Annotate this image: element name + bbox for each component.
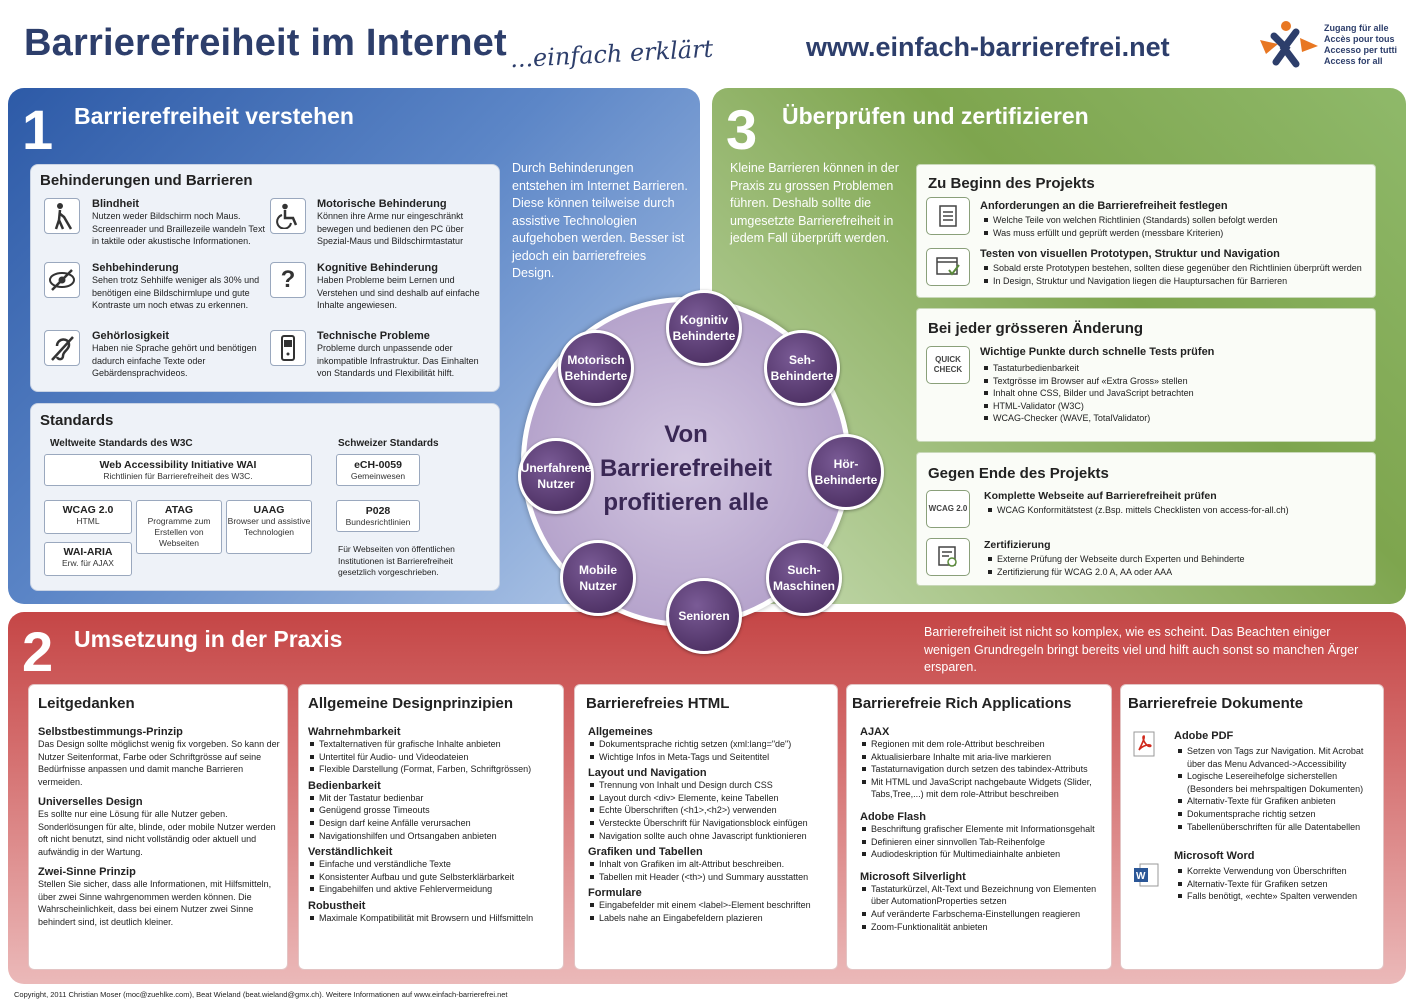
- pdf-list: Setzen von Tags zur Navigation. Mit Acrobat über das Menu Advanced->Accessibility Logische Lesereihefolge sicherstellen (Besonders bei mehrspaltigen Dokumenten) Alternativ-Texte für Grafiken anbieten Dokumentsprache richtig setzen Tabellenüberschriften für alle Datentabellen: [1176, 745, 1380, 833]
- panel-3-title: Überprüfen und zertifizieren: [782, 103, 1089, 129]
- guidelines-title: Leitgedanken: [38, 695, 135, 712]
- rich-apps-title: Barrierefreie Rich Applications: [852, 695, 1072, 712]
- bubble-inexperienced: Unerfahrene Nutzer: [518, 438, 594, 514]
- requirements-list: Welche Teile von welchen Richtlinien (Standards) sollen befolgt werden Was muss erfüllt und geprüft werden (messbare Kriterien): [982, 214, 1372, 239]
- item-motor-disability: Motorische Behinderung Können ihre Arme nur eingeschränkt bewegen und bedienen den PC über Spezial-Maus und Bildschirmtastatur: [317, 198, 464, 246]
- w3c-title: Weltweite Standards des W3C: [50, 438, 193, 449]
- quick-tests-list: Tastaturbedienbarkeit Textgrösse im Browser auf «Extra Gross» stellen Inhalt ohne CSS, Bilder und JavaScript betrachten HTML-Validator (W3C) WCAG-Checker (WAVE, TotalValidator): [982, 362, 1372, 425]
- panel-3-number: 3: [726, 98, 758, 161]
- word-title: Microsoft Word: [1174, 850, 1255, 862]
- rich-apps-content: AJAX Regionen mit dem role-Attribut beschreiben Aktualisierbare Inhalte mit aria-live markieren Tastaturnavigation durch setzen des tabindex-Attributs Mit HTML und JavaScript nachgebaute Widgets (Slider, Tabs,Tree,...) mit dem role-Attribut beschreiben Adobe Flash Beschriftung grafischer Elemente mit Informationsgehalt Definieren einer sinnvollen Tab-Reihenfolge Audiodeskription für Multimediainhalte anbieten Microsoft Silverlight Tastaturkürzel, Alt-Text und Bezeichnung von Elementen über AutomationProperties setzen Auf veränderte Farbschema-Einstellungen reagieren Zoom-Funktionalität anbieten: [860, 726, 1108, 933]
- quick-tests-title: Wichtige Punkte durch schnelle Tests prüfen: [980, 346, 1215, 358]
- access-for-all-logo-icon: [1256, 18, 1322, 68]
- site-url-link[interactable]: www.einfach-barrierefrei.net: [806, 32, 1170, 62]
- blind-person-icon: [44, 198, 80, 234]
- prototype-title: Testen von visuellen Prototypen, Struktur und Navigation: [980, 248, 1280, 260]
- p028-box: P028 Bundesrichtlinien: [336, 500, 420, 532]
- question-icon: ?: [270, 262, 306, 298]
- certification-list: Externe Prüfung der Webseite durch Experten und Behinderte Zertifizierung für WCAG 2.0 A, AA oder AAA: [986, 553, 1372, 578]
- atag-box: ATAG Programme zum Erstellen von Webseiten: [136, 500, 222, 554]
- swiss-note: Für Webseiten von öffentlichen Institutionen ist Barrierefreiheit gesetzlich vorgeschrieben.: [338, 544, 455, 577]
- panel-1-intro: Durch Behinderungen entstehen im Internet Barrieren. Diese können teilweise durch assistive Technologien aufgehoben werden. Besser ist jedoch ein barrierefreies Design.: [512, 161, 688, 280]
- pdf-title: Adobe PDF: [1174, 730, 1234, 742]
- logo-text: Zugang für alle Accès pour tous Accesso per tutti Access for all: [1324, 23, 1398, 66]
- guidelines-content: Selbstbestimmungs-Prinzip Das Design sollte möglichst wenig fix vorgeben. So kann der Nutzer Seitenformat, Farbe oder Schriftgrösse auf seine Bedürfnisse anpassen und damit manche Barrieren vermeiden. Universelles Design Es sollte nur eine Lösung für alle Nutzer geben. Sonderlösungen für alte, blinde, oder mobile Nutzer werden oft nicht benutzt, sind nicht vollständig oder aktuell und aufwändig in der Wartung. Zwei-Sinne Prinzip Stellen Sie sicher, dass alle Informationen, mit Hilfsmitteln, über zwei Sinne wahrgenommen werden können. Die Wahrscheinlichkeit, dass bei einem Nutzer zwei Sinne behindert sind, ist deutlich kleiner.: [38, 726, 280, 927]
- full-check-title: Komplette Webseite auf Barrierefreiheit prüfen: [984, 490, 1217, 502]
- panel-2-title: Umsetzung in der Praxis: [74, 626, 343, 652]
- documents-title: Barrierefreie Dokumente: [1128, 695, 1304, 712]
- project-start-title: Zu Beginn des Projekts: [928, 175, 1095, 192]
- bubble-hearing: Hör-Behinderte: [808, 434, 884, 510]
- panel-1-number: 1: [22, 98, 54, 161]
- item-cognitive-disability: Kognitive Behinderung Haben Probleme beim Lernen und Verstehen und sind deshalb auf einfache Inhalte angewiesen.: [317, 262, 480, 310]
- word-icon: [1132, 862, 1160, 888]
- wheelchair-icon: [270, 198, 306, 234]
- certification-title: Zertifizierung: [984, 539, 1051, 551]
- item-deafness: Gehörlosigkeit Haben nie Sprache gehört und benötigen dadurch einfache Texte oder Gebärdensprachvideos.: [92, 330, 257, 378]
- page-subtitle: ...einfach erklärt: [509, 34, 714, 74]
- swiss-title: Schweizer Standards: [338, 438, 439, 449]
- requirements-title: Anforderungen an die Barrierefreiheit festlegen: [980, 200, 1228, 212]
- panel-2-intro: Barrierefreiheit ist nicht so komplex, wie es scheint. Das Beachten einiger wenigen Grundregeln bringt bereits viel und hilft auch sonst so manchen Ärger ersparen.: [924, 625, 1359, 674]
- ech-box: eCH-0059 Gemeinwesen: [336, 454, 420, 486]
- wcag-badge-icon: WCAG 2.0: [926, 490, 970, 528]
- wcag-box: WCAG 2.0 HTML: [44, 500, 132, 534]
- uaag-box: UAAG Browser und assistive Technologien: [226, 500, 312, 554]
- footer-copyright: Copyright, 2011 Christian Moser (moc@zuehlke.com), Beat Wieland (beat.wieland@gmx.ch). Weitere Informationen auf www.einfach-barrierefrei.net: [14, 990, 508, 999]
- page-title: Barrierefreiheit im Internet: [24, 22, 507, 64]
- benefit-center-text: Von Barrierefreiheit profitieren alle: [599, 421, 773, 516]
- bubble-search-engines: Such-Maschinen: [766, 540, 842, 616]
- panel-2-number: 2: [22, 620, 54, 683]
- standards-title: Standards: [40, 412, 114, 429]
- bubble-mobile: Mobile Nutzer: [560, 540, 636, 616]
- certificate-icon: [926, 538, 970, 576]
- item-visual-impairment: Sehbehinderung Sehen trotz Sehhilfe weniger als 30% und benötigen eine Bildschirmlupe und gute Kontraste um noch etwas zu erkennen.: [92, 262, 260, 310]
- svg-text:W: W: [1136, 871, 1146, 882]
- disabilities-title: Behinderungen und Barrieren: [40, 172, 253, 189]
- each-change-title: Bei jeder grösseren Änderung: [928, 320, 1144, 337]
- html-content: Allgemeines Dokumentsprache richtig setzen (xml:lang="de") Wichtige Infos in Meta-Tags und Seitentitel Layout und Navigation Trennung von Inhalt und Design durch CSS Layout durch <div> Elemente, keine Tabellen Echte Überschriften (<h1>,<h2>) verwenden Versteckte Überschrift für Navigationsblock einfügen Navigation sollte auch ohne Javascript funktionieren Grafiken und Tabellen Inhalt von Grafiken im alt-Attribut beschreiben. Tabellen mit Header (<th>) und Summary ausstatten Formulare Eingabefelder mit einem <label>-Element beschriften Labels nahe an Eingabefeldern plazieren: [588, 726, 836, 925]
- wai-aria-box: WAI-ARIA Erw. für AJAX: [44, 542, 132, 576]
- panel-1-title: Barrierefreiheit verstehen: [74, 103, 354, 129]
- design-principles-content: Wahrnehmbarkeit Textalternativen für grafische Inhalte anbieten Untertitel für Audio- und Videodateien Flexible Darstellung (Format, Farben, Schriftgrössen) Bedienbarkeit Mit der Tastatur bedienbar Genügend grosse Timeouts Design darf keine Anfälle verursachen Navigationshilfen und Ortsangaben anbieten Verständlichkeit Einfache und verständliche Texte Konsistenter Aufbau und gute Selbsterklärbarkeit Eingabehilfen und aktive Fehlervermeidung Robustheit Maximale Kompatibilität mit Browsern und Hilfsmitteln: [308, 726, 560, 925]
- wai-box: Web Accessibility Initiative WAI Richtlinien für Barrierefreiheit des W3C.: [44, 454, 312, 486]
- full-check-list: WCAG Konformitätstest (z.Bsp. mittels Checklisten von access-for-all.ch): [986, 504, 1372, 517]
- quick-check-icon: QUICK CHECK: [926, 346, 970, 384]
- document-list-icon: [926, 197, 970, 235]
- bubble-cognitive: Kognitiv Behinderte: [666, 290, 742, 366]
- prototype-list: Sobald erste Prototypen bestehen, sollten diese gegenüber den Richtlinien überprüft werden In Design, Struktur und Navigation liegen die Hauptursachen für Barrieren: [982, 262, 1372, 287]
- html-title: Barrierefreies HTML: [586, 695, 730, 712]
- bubble-seniors: Senioren: [666, 578, 742, 654]
- bubble-motor: Motorisch Behinderte: [558, 330, 634, 406]
- word-list: Korrekte Verwendung von Überschriften Alternativ-Texte für Grafiken setzen Falls benötigt, «echte» Spalten verwenden: [1176, 865, 1380, 903]
- hearing-icon: [44, 330, 80, 366]
- panel-3-intro: Kleine Barrieren können in der Praxis zu grossen Problemen führen. Deshalb sollte die umgesetzte Barrierefreiheit in jedem Fall überprüft werden.: [730, 161, 899, 245]
- pdf-icon: [1132, 730, 1158, 758]
- item-technical-problems: Technische Probleme Probleme durch unpassende oder inkompatible Infrastruktur. Das Einhalten von Standards und Flexibilität hilft.: [317, 330, 479, 378]
- prototype-check-icon: [926, 248, 970, 286]
- bubble-visual: Seh-Behinderte: [764, 330, 840, 406]
- item-blindness: Blindheit Nutzen weder Bildschirm noch Maus. Screenreader und Braillezeile wandeln Text in taktile oder akustische Informationen.: [92, 198, 265, 246]
- project-end-title: Gegen Ende des Projekts: [928, 465, 1109, 482]
- design-principles-title: Allgemeine Designprinzipien: [308, 695, 514, 712]
- mobile-phone-icon: [270, 330, 306, 366]
- eye-crossed-icon: [44, 262, 80, 298]
